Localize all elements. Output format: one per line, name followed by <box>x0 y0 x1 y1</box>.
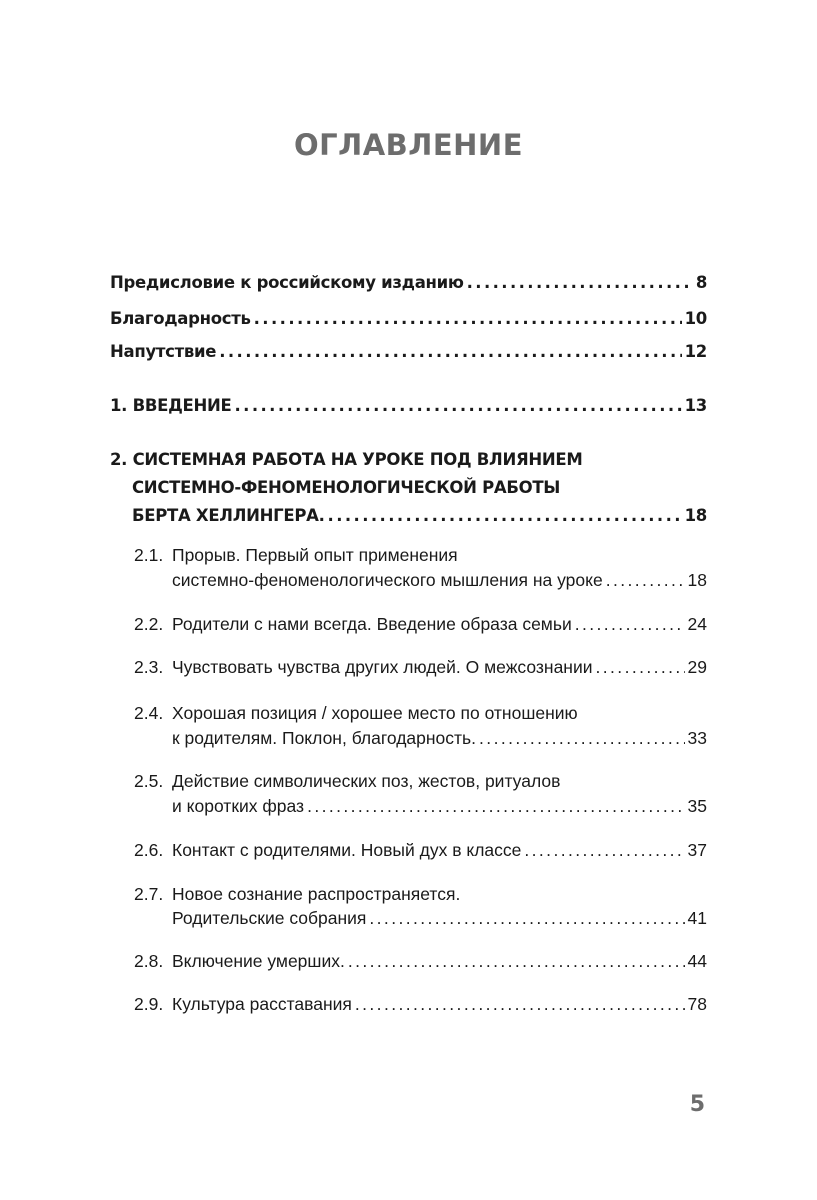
toc-subentry-page: 41 <box>687 908 707 928</box>
toc-subentry-2-2[interactable] <box>110 614 707 642</box>
toc-subentry-text: Контакт с родителями. Новый дух в классе <box>172 840 522 860</box>
toc-subentry-text: Действие символических поз, жестов, ритуалов <box>172 771 561 791</box>
toc-entry-text: СИСТЕМНО-ФЕНОМЕНОЛОГИЧЕСКОЙ РАБОТЫ <box>132 478 561 497</box>
toc-subentry-text: Новое сознание распространяется. <box>172 884 461 904</box>
toc-subentry-text: Прорыв. Первый опыт применения <box>172 545 458 565</box>
toc-subentry-text: системно-феноменологического мышления на уроке <box>172 570 603 590</box>
toc-subentry-number: 2.7. <box>134 884 164 904</box>
toc-entry-text: Благодарность <box>110 309 251 328</box>
toc-subentry-2-4-line2[interactable] <box>110 728 707 756</box>
dot-leader <box>596 657 685 678</box>
toc-entry-text: Напутствие <box>110 342 217 361</box>
dot-leader <box>524 840 684 861</box>
toc-subentry-2-5-line1[interactable] <box>110 771 707 799</box>
dot-leader <box>575 614 685 635</box>
toc-subentry-number: 2.4. <box>134 703 164 723</box>
toc-subentry-number: 2.6. <box>134 840 164 860</box>
toc-subentry-page: 18 <box>687 570 707 590</box>
toc-subentry-text: Культура расставания <box>172 994 352 1014</box>
toc-subentry-text: к родителям. Поклон, благодарность. <box>172 728 477 748</box>
toc-title: ОГЛАВЛЕНИЕ <box>293 128 523 162</box>
toc-subentry-text: Родители с нами всегда. Введение образа семьи <box>172 614 572 634</box>
toc-subentry-page: 35 <box>687 796 707 816</box>
toc-subentry-page: 29 <box>687 657 707 677</box>
toc-subentry-text: и коротких фраз <box>172 796 305 816</box>
toc-entry-page: 13 <box>684 396 707 415</box>
toc-subentry-page: 37 <box>687 840 707 860</box>
toc-sub-section <box>110 0 707 1030</box>
toc-subentry-page: 44 <box>687 951 707 971</box>
page-number: 5 <box>689 1092 705 1117</box>
dot-leader <box>606 570 685 591</box>
dot-leader <box>479 728 684 749</box>
toc-entry-text: БЕРТА ХЕЛЛИНГЕРА. <box>132 506 325 525</box>
toc-subentry-number: 2.5. <box>134 771 164 791</box>
toc-entry-page: 8 <box>695 273 707 292</box>
toc-subentry-number: 2.9. <box>134 994 164 1014</box>
dot-leader <box>355 994 685 1015</box>
toc-subentry-2-9[interactable] <box>110 994 707 1022</box>
toc-subentry-2-1-line2[interactable] <box>110 570 707 598</box>
toc-entry-text: Предисловие к российскому изданию <box>110 273 464 292</box>
toc-subentry-2-4-line1[interactable] <box>110 703 707 731</box>
toc-subentry-text: Родительские собрания <box>172 908 367 928</box>
toc-subentry-number: 2.3. <box>134 657 164 677</box>
toc-subentry-2-7-line2[interactable] <box>110 908 707 936</box>
toc-subentry-page: 33 <box>687 728 707 748</box>
toc-subentry-number: 2.2. <box>134 614 164 634</box>
toc-subentry-2-6[interactable] <box>110 840 707 868</box>
toc-entry-page: 10 <box>684 309 707 328</box>
toc-subentry-number: 2.8. <box>134 951 164 971</box>
toc-subentry-page: 78 <box>687 994 707 1014</box>
toc-entry-page: 12 <box>684 342 707 361</box>
toc-entry-page: 18 <box>684 506 707 525</box>
toc-subentry-text: Включение умерших. <box>172 951 345 971</box>
dot-leader <box>307 796 684 817</box>
toc-subentry-page: 24 <box>687 614 707 634</box>
toc-subentry-2-1-line1[interactable] <box>110 545 707 573</box>
toc-entry-text: 1. ВВЕДЕНИЕ <box>110 396 232 415</box>
toc-subentry-number: 2.1. <box>134 545 164 565</box>
toc-subentry-2-3[interactable] <box>110 657 707 685</box>
toc-subentry-2-8[interactable] <box>110 951 707 979</box>
toc-subentry-2-5-line2[interactable] <box>110 796 707 824</box>
dot-leader <box>348 951 685 972</box>
toc-subentry-text: Чувствовать чувства других людей. О межсознании <box>172 657 593 677</box>
dot-leader <box>369 908 684 929</box>
toc-entry-text: 2. СИСТЕМНАЯ РАБОТА НА УРОКЕ ПОД ВЛИЯНИЕМ <box>110 450 583 469</box>
toc-subentry-text: Хорошая позиция / хорошее место по отношению <box>172 703 578 723</box>
